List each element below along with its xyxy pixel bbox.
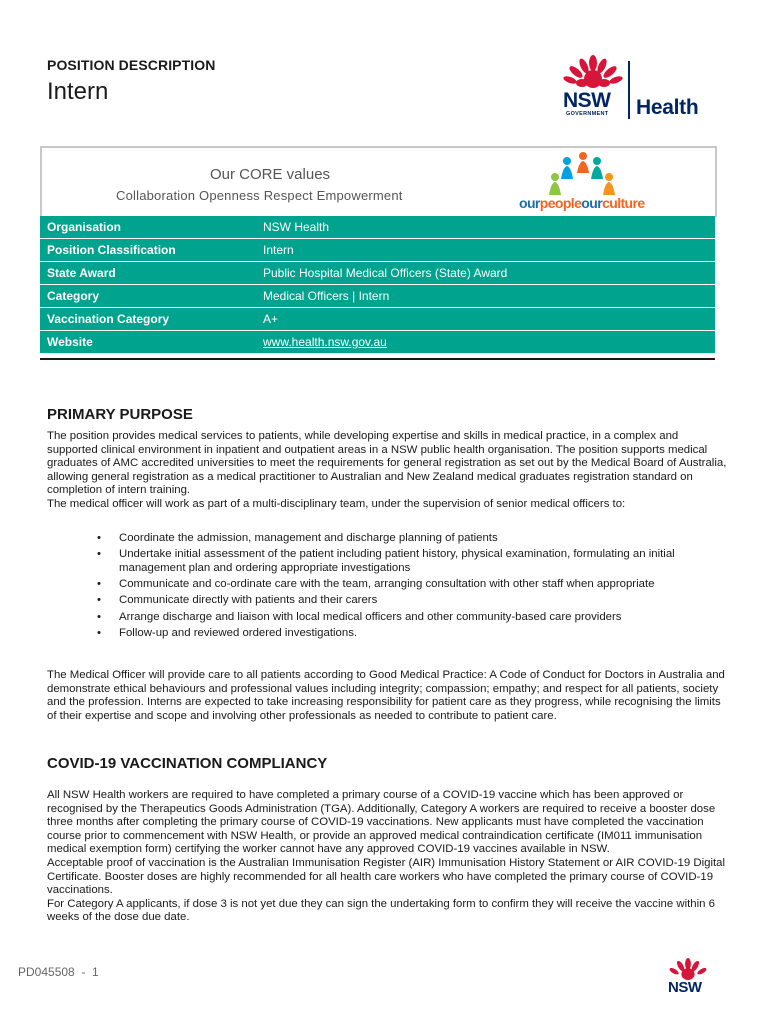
position-info-table bbox=[40, 216, 715, 354]
core-values-title: Our CORE values bbox=[210, 166, 331, 183]
info-key: Position Classification bbox=[47, 243, 176, 257]
covid-body bbox=[47, 789, 727, 925]
list-item: • Follow-up and reviewed ordered investigations. bbox=[97, 627, 358, 639]
list-item: • Communicate directly with patients and their carers bbox=[97, 594, 378, 607]
footer-nsw-logo bbox=[665, 958, 711, 998]
core-values-subtitle: Collaboration Openness Respect Empowerment bbox=[116, 188, 403, 203]
info-row-organisation bbox=[40, 216, 715, 239]
footer-logo-text: NSW bbox=[668, 979, 702, 996]
info-row-classification bbox=[40, 239, 715, 262]
covid-paragraph: All NSW Health workers are required to have completed a primary course of a COVID-19 vaccine which has been approved or recognised by the Therapeutics Goods Administration (TGA). Additionally, Category A workers are required to receive a booster dose three months after completing the primary course of COVID-19 vaccinations. New applicants must have completed the vaccination course prior to commencement with NSW Health, or provide an approved medical contraindication certificate (IM011 immunisation medical exemption form) certifying the worker cannot have any approved COVID-19 vaccines available in NSW. bbox=[47, 789, 716, 856]
primary-purpose-heading: PRIMARY PURPOSE bbox=[47, 406, 193, 423]
info-key: Category bbox=[47, 289, 100, 303]
logo-health-text: Health bbox=[636, 96, 699, 119]
people-circle-icon bbox=[541, 151, 621, 195]
info-row-website bbox=[40, 331, 715, 354]
info-value: NSW Health bbox=[263, 220, 330, 234]
core-values-banner bbox=[40, 146, 717, 217]
list-item: • Communicate and co-ordinate care with the team, arranging consultation with other staff when appropriate bbox=[97, 578, 655, 591]
info-key: Organisation bbox=[47, 220, 122, 234]
primary-purpose-paragraph: The medical officer will work as part of a multi-disciplinary team, under the supervision of senior medical officers to: bbox=[47, 497, 626, 510]
info-key: State Award bbox=[47, 266, 116, 280]
responsibilities-list bbox=[47, 532, 727, 643]
info-value: A+ bbox=[263, 312, 279, 326]
waratah-icon bbox=[562, 55, 624, 93]
our-people-our-culture-text: ourpeopleourculture bbox=[519, 195, 645, 211]
list-item: • Undertake initial assessment of the patient including patient history, physical examination, formulating an initial management plan and ordering appropriate investigations bbox=[97, 548, 675, 574]
table-bottom-border bbox=[40, 358, 715, 360]
logo-nsw-text: NSW bbox=[563, 89, 611, 112]
info-value: Intern bbox=[263, 243, 294, 257]
covid-heading: COVID-19 VACCINATION COMPLIANCY bbox=[47, 755, 328, 772]
our-people-our-culture-logo bbox=[519, 151, 649, 215]
nsw-health-logo bbox=[560, 55, 720, 123]
info-key: Website bbox=[47, 335, 93, 349]
list-item: • Arrange discharge and liaison with local medical officers and other community-based care providers bbox=[97, 610, 622, 623]
logo-government-text: GOVERNMENT bbox=[566, 111, 609, 117]
info-key: Vaccination Category bbox=[47, 312, 170, 326]
covid-paragraph: Acceptable proof of vaccination is the Australian Immunisation Register (AIR) Immunisation History Statement or AIR COVID-19 Digital Certificate. Booster doses are highly recommended for all health care workers who have completed the primary course of COVID-19 vaccinations. bbox=[47, 856, 726, 897]
covid-paragraph: For Category A applicants, if dose 3 is not yet due they can sign the undertaking form to confirm they will receive the vaccine within 6 weeks of the dose due date. bbox=[47, 897, 715, 924]
list-item: • Coordinate the admission, management and discharge planning of patients bbox=[97, 532, 498, 544]
info-value: Public Hospital Medical Officers (State) Award bbox=[263, 266, 508, 280]
page-title: Intern bbox=[47, 78, 109, 105]
info-row-vaccination-category bbox=[40, 308, 715, 331]
waratah-icon bbox=[665, 958, 711, 980]
document-code: PD045508 - 1 bbox=[18, 965, 99, 979]
info-row-category bbox=[40, 285, 715, 308]
medical-officer-paragraph: The Medical Officer will provide care to all patients according to Good Medical Practice: A Code of Conduct for Doctors in Australia and demonstrate ethical behaviours and professional values including integrity; compassion; empathy; and respect for all patients, society and the profession. Interns are expected to take increasing responsibility for patient care as they progress, while recognising the limits of their expertise and scope and involving other professionals as needed to contribute to patient care. bbox=[47, 669, 725, 722]
logo-divider bbox=[628, 61, 630, 119]
primary-purpose-body bbox=[47, 430, 727, 512]
document-type-label: POSITION DESCRIPTION bbox=[47, 57, 216, 73]
primary-purpose-paragraph: The position provides medical services to patients, while developing expertise and skills in medical practice, in a complex and supported clinical environment in inpatient and outpatient areas in a NSW public health organisation. The position supports medical graduates of AMC accredited universities to meet the requirements for general registration as set out by the Medical Board of Australia, allowing general registration as a medical practitioner to Australian and New Zealand medical graduates registration standard on completion of intern training. bbox=[47, 430, 727, 497]
info-value: Medical Officers | Intern bbox=[263, 289, 390, 303]
website-link[interactable]: www.health.nsw.gov.au bbox=[263, 335, 387, 349]
info-row-state-award bbox=[40, 262, 715, 285]
